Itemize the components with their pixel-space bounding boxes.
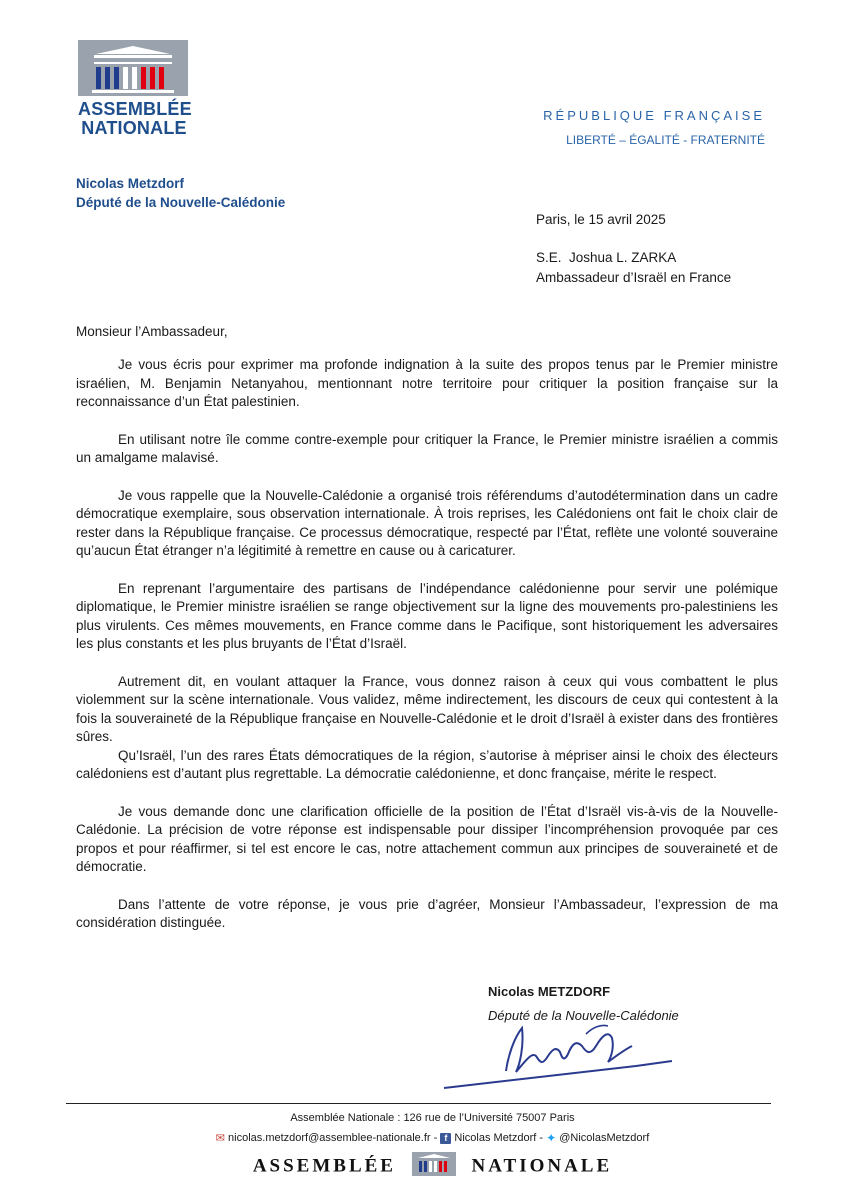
logo-line-1: ASSEMBLÉE (78, 99, 192, 119)
footer-facebook[interactable]: Nicolas Metzdorf - (454, 1132, 544, 1144)
author-block (76, 174, 285, 212)
republic-title: RÉPUBLIQUE FRANÇAISE (543, 108, 765, 123)
logo-wordmark (78, 100, 190, 138)
footer-divider (66, 1103, 771, 1104)
signer-title: Député de la Nouvelle-Calédonie (488, 1008, 679, 1023)
assemblee-logo (78, 40, 190, 138)
twitter-icon: ✦ (546, 1131, 557, 1145)
mail-icon: ✉ (215, 1132, 225, 1145)
letter-body (76, 356, 778, 952)
paragraph: Autrement dit, en voulant attaquer la France, vous donnez raison à ceux qui vous combattent le plus violemment sur la scène internationale. Vous validez, même indirectement, les discours de ceux qui contestent à la fois la souveraineté de la République française en Nouvelle-Calédonie et le droit d’Israël à exister dans des frontières sûres. (76, 673, 778, 744)
paragraph: Je vous rappelle que la Nouvelle-Calédonie a organisé trois référendums d’autodétermination dans un cadre démocratique exemplaire, sous observation internationale. À trois reprises, les Calédoniens ont fait le choix clair de rester dans la République française. Ce processus démocratique, respecté par l’État, reflète une volonté souveraine qu’aucun État étranger n’a légitimité à remettre en cause ou à caricaturer. (76, 487, 778, 558)
author-title: Député de la Nouvelle-Calédonie (76, 195, 286, 210)
author-name: Nicolas Metzdorf (76, 176, 185, 191)
facebook-icon: f (440, 1133, 451, 1144)
footer-contacts (0, 1131, 865, 1145)
footer-emblem-icon (412, 1152, 456, 1182)
recipient-name: S.E. Joshua L. ZARKA (536, 250, 677, 265)
paragraph: En utilisant notre île comme contre-exemple pour critiquer la France, le Premier ministre israélien a commis un amalgame malavisé. (76, 431, 778, 465)
paragraph: Je vous écris pour exprimer ma profonde indignation à la suite des propos tenus par le Premier ministre israélien, M. Benjamin Netanyahou, mentionnant notre territoire pour critiquer la position française sur la reconnaissance d’un État palestinien. (76, 357, 778, 409)
paragraph: Je vous demande donc une clarification officielle de la position de l’État d’Israël vis-à-vis de la Nouvelle-Calédonie. La précision de votre réponse est indispensable pour dissiper l’incompréhension provoquée par ces propos et pour réaffirmer, si tel est encore le cas, notre attachement commun aux principes de souveraineté et de démocratie. (76, 803, 778, 874)
republic-header (543, 108, 765, 147)
salutation: Monsieur l’Ambassadeur, (76, 324, 228, 339)
republic-motto: LIBERTÉ – ÉGALITÉ - FRATERNITÉ (566, 133, 765, 147)
paragraph: Qu’Israël, l’un des rares États démocratiques de la région, s’autorise à mépriser ainsi le choix des électeurs calédoniens est d’autant plus regrettable. La démocratie calédonienne, et donc française, mérite le respect. (76, 747, 778, 781)
paragraph: Dans l’attente de votre réponse, je vous prie d’agréer, Monsieur l’Ambassadeur, l’expression de ma considération distinguée. (76, 896, 778, 930)
recipient-title: Ambassadeur d’Israël en France (536, 270, 732, 285)
paragraph: En reprenant l’argumentaire des partisans de l’indépendance calédonienne pour servir une polémique diplomatique, le Premier ministre israélien se range objectivement sur la ligne des mouvements pro-palestiniens les plus virulents. Ces mêmes mouvements, en France comme dans le Pacifique, sont historiquement les adversaires les plus constants et les plus bruyants de l’État d’Israël. (76, 580, 778, 651)
footer-twitter[interactable]: @NicolasMetzdorf (559, 1132, 650, 1144)
recipient-block (536, 248, 731, 288)
signature-image (436, 1016, 676, 1096)
footer-brand (0, 1152, 865, 1182)
footer-email[interactable]: nicolas.metzdorf@assemblee-nationale.fr - (228, 1132, 438, 1144)
hemicycle-emblem (78, 40, 188, 96)
logo-line-2: NATIONALE (81, 118, 187, 138)
signer-name: Nicolas METZDORF (488, 984, 611, 999)
footer-address: Assemblée Nationale : 126 rue de l’Université 75007 Paris (290, 1112, 575, 1124)
handwritten-signature (436, 1016, 676, 1101)
footer-brand-right: NATIONALE (471, 1155, 613, 1177)
hemicycle-icon (78, 40, 188, 96)
letter-date: Paris, le 15 avril 2025 (536, 212, 666, 227)
footer-brand-left: ASSEMBLÉE (252, 1155, 396, 1177)
